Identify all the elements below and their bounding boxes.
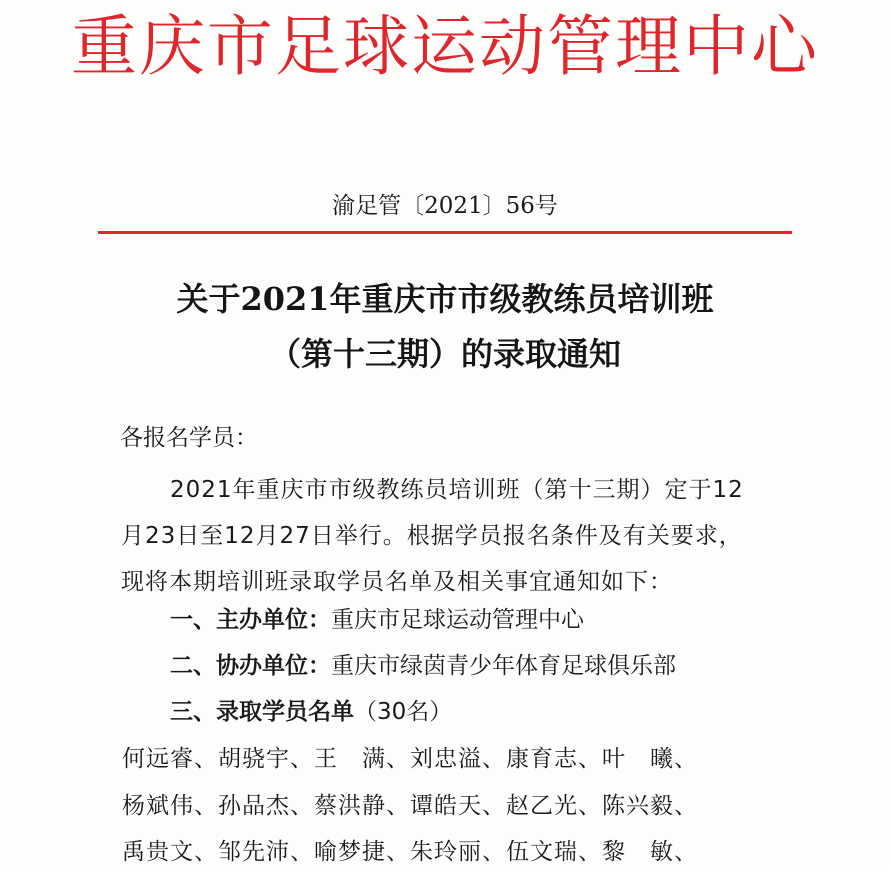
student-names-line: 何远睿、胡骁宇、王 满、刘忠溢、康育志、叶 曦、 bbox=[122, 746, 698, 772]
co-organizer-item bbox=[170, 646, 676, 686]
item-value: 重庆市绿茵青少年体育足球俱乐部 bbox=[331, 653, 676, 679]
org-masthead: 重庆市足球运动管理中心 bbox=[71, 8, 819, 85]
item-heading: 一、主办单位： bbox=[170, 607, 331, 633]
notice-title-line-1: 关于2021年重庆市市级教练员培训班 bbox=[176, 280, 714, 318]
paragraph-line: 月23日至12月27日举行。根据学员报名条件及有关要求， bbox=[121, 523, 743, 549]
notice-title-line-2: （第十三期）的录取通知 bbox=[268, 335, 621, 373]
paragraph-line: 现将本期培训班录取学员名单及相关事宜通知如下： bbox=[121, 569, 673, 595]
organizer-item bbox=[170, 600, 584, 640]
item-heading: 二、协办单位： bbox=[170, 653, 331, 679]
admitted-list-item bbox=[170, 692, 452, 732]
student-names-line: 杨斌伟、孙品杰、蔡洪静、谭皓天、赵乙光、陈兴毅、 bbox=[122, 793, 698, 819]
salutation: 各报名学员： bbox=[120, 425, 258, 451]
item-value: （30名） bbox=[354, 699, 453, 725]
item-heading: 三、录取学员名单 bbox=[170, 699, 354, 725]
paragraph-line: 2021年重庆市市级教练员培训班（第十三期）定于12 bbox=[170, 477, 744, 503]
student-names-line: 禹贵文、邹先沛、喻梦捷、朱玲丽、伍文瑞、黎 敏、 bbox=[122, 839, 698, 865]
red-divider-line bbox=[98, 231, 792, 234]
document-number: 渝足管〔2021〕56号 bbox=[332, 193, 558, 219]
item-value: 重庆市足球运动管理中心 bbox=[331, 607, 584, 633]
